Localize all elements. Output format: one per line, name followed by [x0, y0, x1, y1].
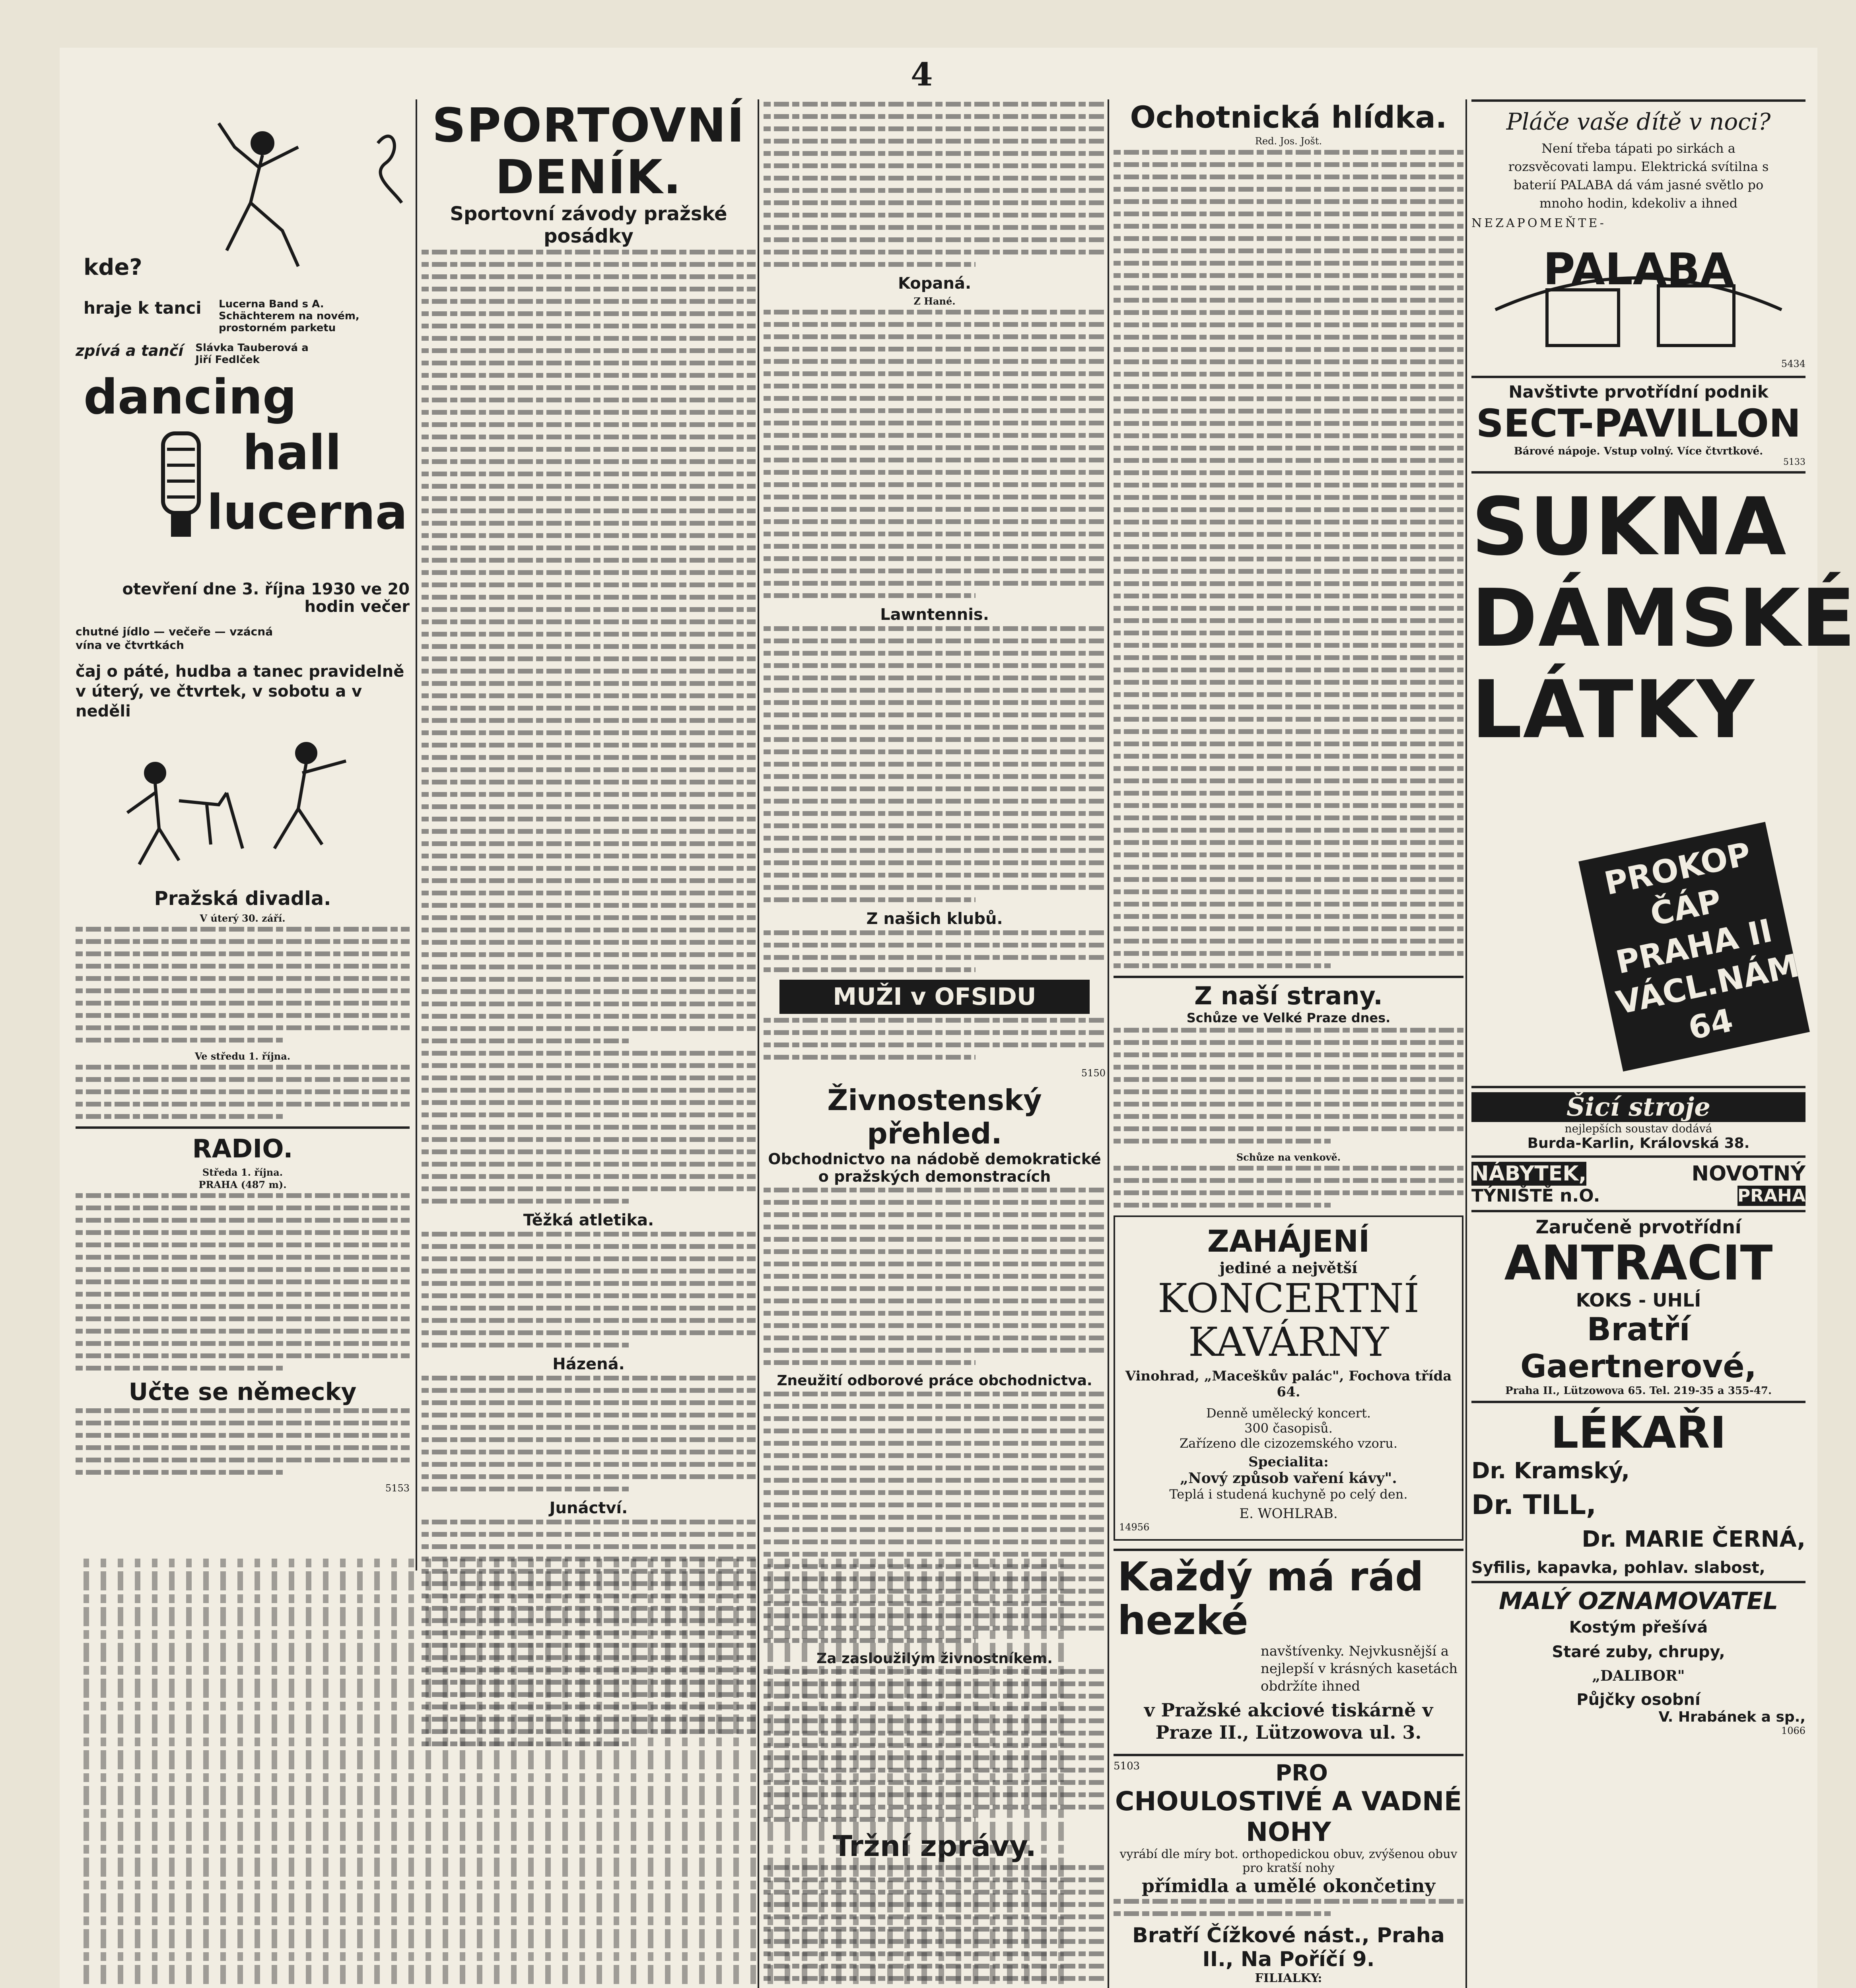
sewing-machines-ad: [1471, 1086, 1805, 1155]
rotated-text-line: [477, 1559, 482, 1988]
handball-text: [422, 1376, 756, 1491]
palaba-brand: PALABA: [1543, 244, 1734, 295]
kde-question: kde?: [84, 254, 142, 280]
tennis-heading: Lawntennis.: [880, 606, 989, 624]
classified-hrabanek: V. Hrabánek a sp.,: [1658, 1709, 1805, 1725]
antracit-headline: ANTRACIT: [1504, 1236, 1773, 1291]
band-text: Lucerna Band s A. Schächterem na novém, prostorném parketu: [219, 298, 360, 334]
rotated-text-line: [289, 1559, 294, 1988]
business-cards-text: navštívenky. Nejvkusnější a nejlepší v krásných kasetách obdržíte ihned: [1261, 1643, 1458, 1694]
doctors-heading: LÉKAŘI: [1551, 1407, 1726, 1458]
rotated-text-line: [665, 1559, 670, 1988]
rotated-text-line: [579, 1559, 585, 1988]
football-heading: Kopaná.: [898, 274, 972, 293]
rotated-text-line: [152, 1559, 157, 1988]
clubs-text: [764, 930, 1106, 972]
trade-text: [764, 1188, 1106, 1365]
sect-pavillon-ad: [1471, 378, 1805, 474]
furniture-label: NÁBYTEK,: [1471, 1162, 1587, 1186]
classified-loans: Půjčky osobní: [1576, 1691, 1701, 1709]
clubs-heading: Z našich klubů.: [866, 910, 1003, 928]
rotated-text-line: [169, 1559, 175, 1988]
radio-date: Středa 1. října.: [202, 1167, 283, 1178]
rotated-text-line: [768, 1559, 773, 1988]
column-ochotnicka-hlidka: [1114, 99, 1463, 1988]
palaba-question: Pláče vaše dítě v noci?: [1506, 108, 1771, 135]
amateur-editor: Red. Jos. Jošt.: [1255, 136, 1322, 147]
country-meetings-text: [1114, 1166, 1463, 1208]
sewing-burda: Burda-Karlin, Královská 38.: [1527, 1135, 1750, 1151]
market-heading: Tržní zprávy.: [833, 1829, 1036, 1863]
sect-name: SECT-PAVILLON: [1476, 401, 1801, 446]
theatres-date: V úterý 30. září.: [200, 912, 286, 924]
rotated-text-line: [135, 1559, 140, 1988]
section-divider: [76, 1126, 410, 1129]
rotated-text-line: [272, 1559, 277, 1988]
rotated-text-line: [306, 1559, 311, 1988]
palaba-text: Není třeba tápati po sirkách a rozsvěcovati lampu. Elektrická svítilna s baterií PALABA dá vám jasné světlo po mnoho hodin, kdekoliv a ihned: [1508, 141, 1769, 211]
orthopedic-code: 5103: [1114, 1760, 1140, 1772]
tea-text: čaj o páté, hudba a tanec pravidelně v úterý, ve čtvrtek, v sobotu a v neděli: [76, 662, 404, 720]
orthopedic-headline: CHOULOSTIVÉ A VADNÉ NOHY: [1115, 1786, 1462, 1847]
sport-masthead: SPORTOVNÍ DENÍK.: [432, 98, 745, 204]
party-news-heading: Z naší strany.: [1194, 981, 1383, 1010]
doctor-syfilis: Syfilis, kapavka, pohlav. slabost,: [1471, 1559, 1765, 1577]
rotated-text-line: [785, 1559, 790, 1988]
rotated-text-line: [443, 1559, 448, 1988]
rotated-text-line: [939, 1559, 944, 1988]
rotated-text-line: [545, 1559, 551, 1988]
lantern-illustration: [143, 417, 215, 545]
koncert-name: KONCERTNÍ KAVÁRNY: [1157, 1275, 1420, 1365]
hall-word: hall: [243, 425, 342, 481]
rotated-text-line: [973, 1559, 978, 1988]
rotated-text-line: [460, 1559, 465, 1988]
muzi-ofsidu-text: [764, 1018, 1106, 1060]
rotated-serial-story: [76, 1559, 1094, 1988]
business-cards-ad: [1114, 1549, 1463, 1747]
sport-subheading: Sportovní závody pražské posádky: [450, 203, 727, 247]
trade-misuse-heading: Zneužití odborové práce obchodnictva.: [777, 1373, 1092, 1389]
radio-heading: RADIO.: [192, 1134, 293, 1164]
koncertni-kavarny-ad: [1114, 1215, 1463, 1541]
sewing-headline: Šicí stroje: [1471, 1092, 1805, 1122]
antracit-address: Praha II., Lützowova 65. Tel. 219-35 a 355-47.: [1505, 1385, 1772, 1397]
rotated-text-line: [426, 1559, 431, 1988]
sect-drinks: Bárové nápoje. Vstup volný. Více čtvrtkové.: [1514, 445, 1763, 457]
rotated-text-line: [1007, 1559, 1013, 1988]
rotated-text-line: [802, 1559, 807, 1988]
orthopedic-pro: PRO: [1275, 1760, 1328, 1786]
koncert-speciality: Specialita:: [1248, 1454, 1329, 1470]
doctors-section: [1471, 1401, 1805, 1581]
furniture-ad: [1471, 1155, 1805, 1210]
rotated-text-line: [255, 1559, 260, 1988]
orthopedic-company: Bratří Čížkové nást., Praha II., Na Poříčí 9.: [1132, 1924, 1445, 1971]
party-news-subheading: Schůze ve Velké Praze dnes.: [1186, 1010, 1391, 1025]
print-shop: v Pražské akciové tiskárně v Praze II., Lützowova ul. 3.: [1144, 1699, 1433, 1743]
couple-illustration: [76, 729, 410, 880]
koncert-daily: Denně umělecký koncert.: [1206, 1406, 1371, 1421]
rotated-text-line: [648, 1559, 653, 1988]
rotated-text-line: [101, 1559, 106, 1988]
sect-code: 5133: [1783, 457, 1805, 467]
koncert-foreign: Zařízeno dle cizozemského vzoru.: [1179, 1436, 1397, 1451]
classified-dalibor: „DALIBOR": [1592, 1668, 1685, 1684]
rotated-text-line: [562, 1559, 568, 1988]
palaba-ad: [1471, 99, 1805, 378]
orthopedic-branches: FILIALKY:: [1255, 1971, 1322, 1985]
country-meetings-heading: Schůze na venkově.: [1236, 1151, 1341, 1163]
rotated-text-line: [1058, 1559, 1064, 1988]
rotated-text-line: [597, 1559, 602, 1988]
rotated-text-line: [870, 1559, 876, 1988]
weightlifting-heading: Těžká atletika.: [523, 1211, 654, 1229]
rotated-text-line: [887, 1559, 893, 1988]
antracit-koks: KOKS - UHLÍ: [1576, 1289, 1701, 1311]
rotated-text-line: [118, 1559, 123, 1988]
rotated-text-line: [956, 1559, 961, 1988]
furniture-tyniste: TÝNIŠTĚ n.O.: [1471, 1186, 1600, 1206]
prokop-cap-ad: [1471, 481, 1856, 1078]
tennis-text: [764, 626, 1106, 902]
rotated-text-line: [220, 1559, 226, 1988]
rotated-text-line: [511, 1559, 517, 1988]
rotated-text-line: [237, 1559, 243, 1988]
classified-costume: Kostým přešívá: [1569, 1618, 1708, 1637]
koncert-code: 14956: [1119, 1522, 1150, 1533]
classified-code: 1066: [1781, 1725, 1805, 1736]
amateur-text: [1114, 150, 1463, 968]
amateur-masthead: Ochotnická hlídka.: [1130, 99, 1447, 135]
dancing-word: dancing: [84, 370, 297, 425]
rotated-text-line: [699, 1559, 705, 1988]
classified-teeth: Staré zuby, chrupy,: [1552, 1643, 1725, 1661]
column-rule: [1465, 99, 1467, 1988]
hraje-label: hraje k tanci: [84, 298, 202, 318]
german-course-code: 5153: [385, 1483, 410, 1494]
section-divider: [1114, 976, 1463, 978]
antracit-guaranteed: Zaručeně prvotřídní: [1535, 1216, 1741, 1238]
rotated-text-line: [186, 1559, 192, 1988]
orthopedic-shoes: vyrábí dle míry bot. orthopedickou obuv, zvýšenou obuv pro kratší nohy: [1119, 1847, 1458, 1875]
rotated-text-line: [1041, 1559, 1047, 1988]
antracit-ad: [1471, 1210, 1805, 1401]
hana-heading: Z Hané.: [913, 295, 956, 307]
rotated-text-line: [203, 1559, 209, 1988]
column-rule: [416, 99, 417, 1571]
rotated-text-line: [682, 1559, 688, 1988]
koncert-only: jediné a největší: [1219, 1259, 1358, 1277]
orthopedic-text: [1114, 1899, 1463, 1916]
rotated-text-line: [990, 1559, 995, 1988]
sect-visit: Navštivte prvotřídní podnik: [1508, 382, 1769, 402]
football-text: [764, 310, 1106, 598]
rotated-text-line: [494, 1559, 499, 1988]
trade-masthead: Živnostenský přehled.: [827, 1083, 1042, 1150]
rotated-text-line: [733, 1559, 739, 1988]
rotated-text-line: [904, 1559, 910, 1988]
rotated-text-line: [374, 1559, 380, 1988]
furniture-novotny: NOVOTNÝ: [1691, 1162, 1805, 1186]
rotated-text-line: [836, 1559, 842, 1988]
rotated-text-line: [323, 1559, 328, 1988]
rotated-text-line: [614, 1559, 619, 1988]
doctor-till: Dr. TILL,: [1471, 1489, 1596, 1521]
sport-article-text: [422, 250, 756, 1043]
handball-heading: Házená.: [552, 1355, 625, 1373]
trade-subheading: Obchodnictvo na nádobě demokratické o pražských demonstracích: [768, 1150, 1101, 1185]
koncert-magazines: 300 časopisů.: [1244, 1421, 1333, 1436]
page-number: 4: [911, 56, 933, 93]
orthopedic-prosthetics: přímidla a umělé okončetiny: [1141, 1875, 1436, 1897]
olymp-relay-text: [764, 102, 1106, 267]
koncert-address: Vinohrad, „Maceškův palác", Fochova třída 64.: [1125, 1368, 1452, 1400]
radio-station: PRAHA (487 m).: [198, 1179, 287, 1190]
lucerna-advertisement: [76, 99, 410, 322]
orthopedic-ad: [1114, 1754, 1463, 1985]
german-course-text: [76, 1408, 410, 1475]
lucerna-word: lucerna: [207, 485, 408, 540]
food-text: chutné jídlo — večeře — vzácná vína ve čtvrtkách: [76, 625, 273, 652]
rotated-text-line: [750, 1559, 756, 1988]
everyone-likes: Každý má rád hezké: [1117, 1553, 1424, 1644]
sewing-subheading: nejlepších soustav dodává: [1564, 1122, 1712, 1135]
sport-article-text-2: [422, 1051, 756, 1204]
koncert-kitchen: Teplá i studená kuchyně po celý den.: [1169, 1487, 1408, 1502]
palaba-reminder: NEZAPOMEŇTE-: [1471, 216, 1606, 230]
rotated-text-line: [819, 1559, 824, 1988]
party-news-text: [1114, 1028, 1463, 1143]
zpiva-row: [76, 342, 410, 366]
rotated-text-line: [921, 1559, 927, 1988]
palaba-code: 5434: [1781, 358, 1805, 369]
furniture-praha: PRAHA: [1737, 1186, 1805, 1206]
rotated-text-line: [853, 1559, 859, 1988]
opening-date: otevření dne 3. října 1930 ve 20 hodin večer: [122, 580, 410, 616]
zpiva-label: zpívá a tančí: [76, 342, 184, 359]
doctor-cerna: Dr. MARIE ČERNÁ,: [1582, 1526, 1805, 1552]
rotated-text-line: [391, 1559, 397, 1988]
theatres-listing: [76, 927, 410, 1043]
scouting-heading: Junáctví.: [549, 1499, 628, 1517]
classifieds-heading: MALÝ OZNAMOVATEL: [1498, 1587, 1778, 1615]
dancing-hall-logo: [76, 370, 410, 580]
muzi-ofsidu-banner: MUŽI v OFSIDU: [779, 980, 1090, 1014]
theatres-listing-2: [76, 1065, 410, 1119]
theatres-date-2: Ve středu 1. října.: [194, 1050, 291, 1062]
tradesman-obituary-heading: Za zasloužilým živnostníkem.: [816, 1650, 1053, 1667]
rotated-text-line: [528, 1559, 534, 1988]
rotated-text-line: [1024, 1559, 1030, 1988]
theatres-heading: Pražská divadla.: [154, 887, 331, 910]
rotated-text-line: [340, 1559, 346, 1988]
rotated-text-line: [716, 1559, 722, 1988]
rotated-text-line: [84, 1559, 89, 1988]
column-rule: [1108, 99, 1109, 1988]
rotated-text-line: [357, 1559, 363, 1988]
dancers-names: Slávka Tauberová a Jiří Fedlček: [195, 342, 309, 366]
koncert-owner: E. WOHLRAB.: [1239, 1506, 1338, 1522]
german-course-heading: Učte se německy: [128, 1378, 357, 1406]
dancer-illustration: [76, 99, 410, 322]
doctor-kramsky: Dr. Kramský,: [1471, 1458, 1630, 1484]
muzi-ofsidu-code: 5150: [1081, 1068, 1106, 1079]
rotated-text-line: [408, 1559, 414, 1988]
classifieds-section: [1471, 1581, 1805, 1740]
antracit-company: Bratří Gaertnerové,: [1520, 1311, 1757, 1385]
weightlifting-text: [422, 1232, 756, 1347]
koncert-coffee: „Nový způsob vaření kávy".: [1180, 1470, 1397, 1487]
rotated-text-line: [631, 1559, 636, 1988]
radio-program: [76, 1193, 410, 1371]
column-advertisements: [1471, 99, 1856, 1988]
koncert-opening: ZAHÁJENÍ: [1207, 1223, 1370, 1259]
prokop-cap-stamp: PROKOP ČÁP PRAHA II VÁCL.NÁM. 64: [1578, 822, 1810, 1072]
sukna-headline: SUKNA DÁMSKÉ LÁTKY: [1471, 481, 1856, 756]
